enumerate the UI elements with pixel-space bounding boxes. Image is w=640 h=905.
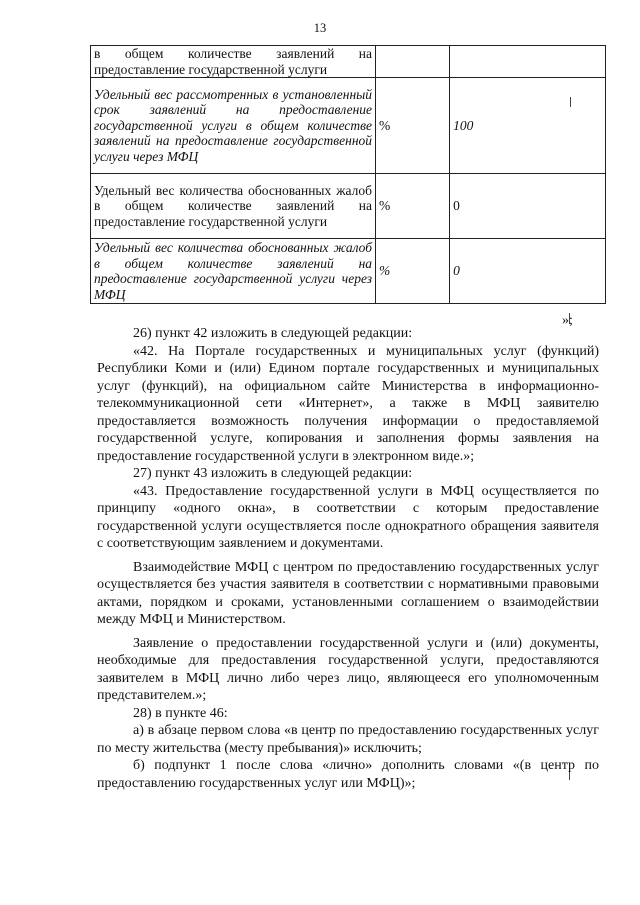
value-cell bbox=[450, 46, 606, 78]
table-closing-quote: »; bbox=[562, 313, 573, 328]
unit-cell bbox=[376, 46, 450, 78]
indicator-cell: Удельный вес рассмотренных в установленный срок заявлений на предоставление государственной услуги в общем количестве заявлений на предоставление государственной услуги через МФЦ bbox=[91, 78, 376, 174]
paragraph: «42. На Портале государственных и муниципальных услуг (функций) Республики Коми и (или) Едином портале государственных и муниципальных услуг (функций), на официальном сайте Министерства в информационно-телекоммуникационной сети «Интернет», а также в МФЦ заявителю предоставляется возможность получения информации о предоставляемой государственной услуге, копирования и заполнения формы заявления на предоставление государственной услуги в электронном виде.»; bbox=[97, 343, 599, 464]
table-row bbox=[91, 46, 606, 78]
value-cell: 0 bbox=[450, 239, 606, 304]
indicator-cell: Удельный вес количества обоснованных жалоб в общем количестве заявлений на предоставление государственной услуги через МФЦ bbox=[91, 239, 376, 304]
paragraph: 28) в пункте 46: bbox=[133, 705, 228, 721]
unit-cell: % bbox=[376, 239, 450, 304]
paragraph: а) в абзаце первом слова «в центр по предоставлению государственных услуг по месту жительства (месту пребывания)» исключить; bbox=[97, 723, 599, 756]
indicator-cell: в общем количестве заявлений на предоставление государственной услуги bbox=[91, 46, 376, 78]
indicator-cell: Удельный вес количества обоснованных жалоб в общем количестве заявлений на предоставление государственной услуги bbox=[91, 174, 376, 239]
table-row bbox=[91, 174, 606, 239]
value-cell: 0 bbox=[450, 174, 606, 239]
unit-cell: % bbox=[376, 174, 450, 239]
document-body bbox=[97, 325, 599, 792]
page-number: 13 bbox=[313, 21, 327, 35]
indicators-table bbox=[90, 45, 606, 304]
scan-mark bbox=[570, 97, 571, 107]
table-row bbox=[91, 78, 606, 174]
paragraph: б) подпункт 1 после слова «лично» дополнить словами «(в центр по предоставлению государственных услуг или МФЦ)»; bbox=[97, 758, 599, 791]
paragraph: Заявление о предоставлении государственной услуги и (или) документы, необходимые для предоставления государственной услуги, предоставляются заявителем в МФЦ лично либо через лицо, являющееся его уполномоченным представителем.»; bbox=[97, 635, 599, 703]
paragraph: 27) пункт 43 изложить в следующей редакции: bbox=[133, 466, 413, 481]
table-row bbox=[91, 239, 606, 304]
value-cell: 100 bbox=[450, 78, 606, 174]
unit-cell: % bbox=[376, 78, 450, 174]
paragraph: 26) пункт 42 изложить в следующей редакции: bbox=[133, 326, 413, 341]
paragraph: Взаимодействие МФЦ с центром по предоставлению государственных услуг осуществляется без участия заявителя в соответствии с нормативными правовыми актами, порядком и сроками, установленными соглашением о взаимодействии между МФЦ и Министерством. bbox=[97, 559, 599, 627]
paragraph: «43. Предоставление государственной услуги в МФЦ осуществляется по принципу «одного окна», в соответствии с которым предоставление государственной услуги осуществляется после однократного обращения заявителя с соответствующим заявлением и документами. bbox=[97, 483, 599, 551]
